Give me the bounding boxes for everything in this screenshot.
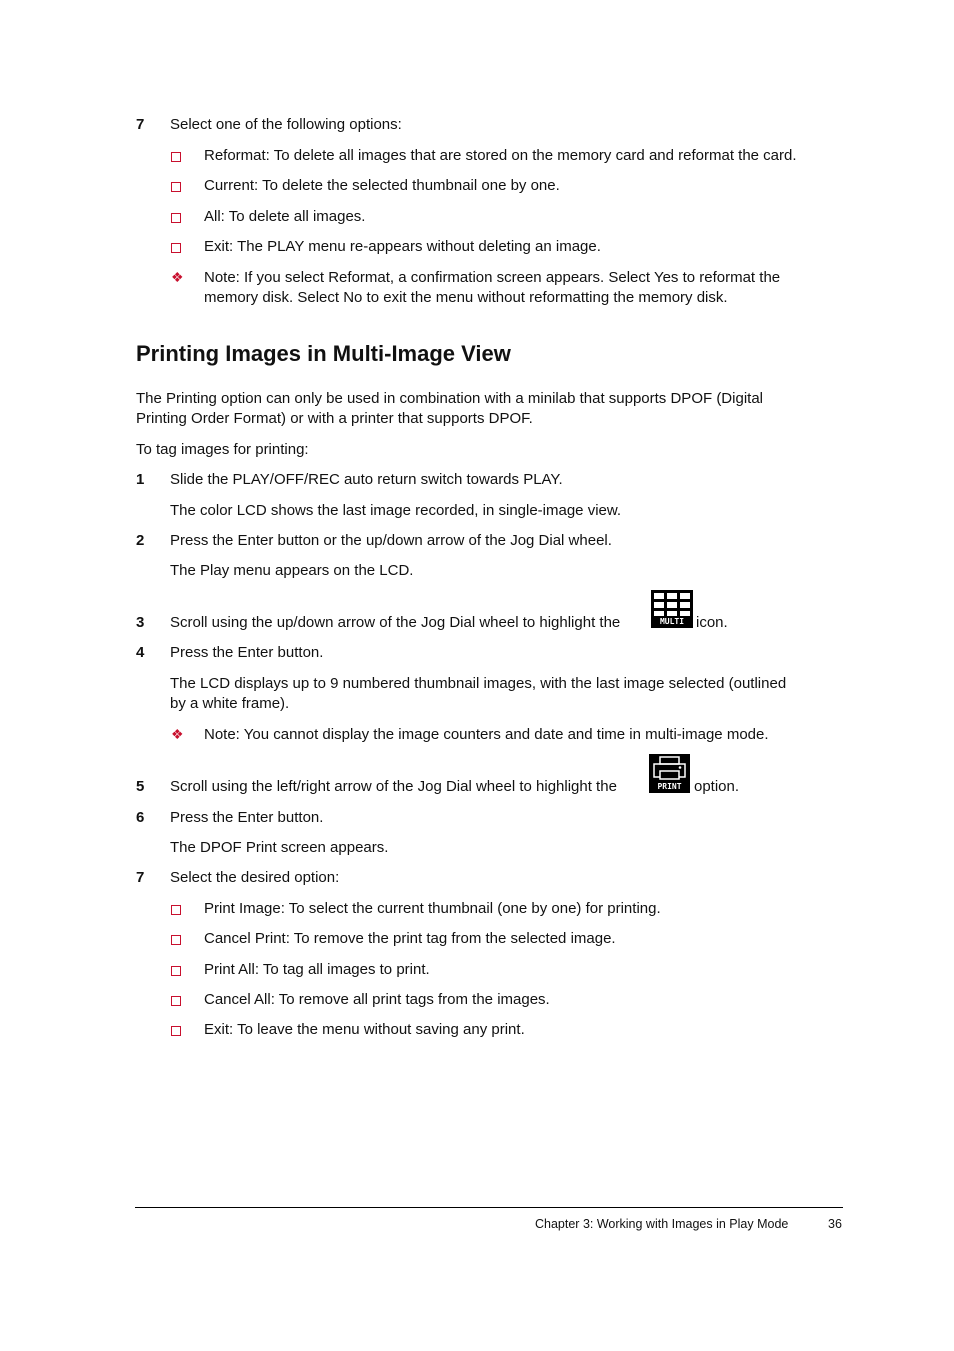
step-text: Slide the PLAY/OFF/REC auto return switch towards PLAY. [170,471,563,488]
printer-icon [649,754,690,793]
step-number: 7 [136,116,145,133]
bullet-item: Cancel Print: To remove the print tag from the selected image. [204,930,616,947]
bullet-item: Reformat: To delete all images that are stored on the memory card and reformat the card. [204,147,797,164]
note-line: memory disk. Select No to exit the menu without reformatting the memory disk. [204,289,728,306]
step-text: Press the Enter button. [170,644,324,661]
footer-divider [135,1207,843,1208]
square-bullet-icon [171,207,181,229]
step-subtext: The Play menu appears on the LCD. [170,562,414,579]
square-bullet-icon [171,899,181,921]
step-text-before: Scroll using the up/down arrow of the Jog Dial wheel to highlight the [170,614,621,631]
step-text: Press the Enter button. [170,809,324,826]
bullet-item: Current: To delete the selected thumbnail one by one. [204,177,560,194]
square-bullet-icon [171,1020,181,1042]
square-bullet-icon [171,237,181,259]
intro-paragraph-line: The Printing option can only be used in combination with a minilab that supports DPOF (Digital [136,390,763,407]
step-text-after: icon. [696,614,728,631]
step-text-after: option. [694,778,740,795]
step-subtext: by a white frame). [170,695,290,712]
square-bullet-icon [171,929,181,951]
multi-icon-label: MULTI [659,617,685,626]
note-diamond-icon: ❖ [171,269,184,285]
print-icon-label: PRINT [657,782,682,791]
bullet-item: Exit: The PLAY menu re-appears without deleting an image. [204,238,601,255]
square-bullet-icon [171,960,181,982]
step-number: 1 [136,471,145,488]
step-subtext: The DPOF Print screen appears. [170,839,389,856]
step-subtext: The LCD displays up to 9 numbered thumbnail images, with the last image selected (outlined [170,675,787,692]
square-bullet-icon [171,176,181,198]
bullet-item: Print All: To tag all images to print. [204,961,430,978]
note-diamond-icon: ❖ [171,726,184,742]
step-number: 5 [136,778,145,795]
step-number: 2 [136,532,145,549]
bullet-item: Print Image: To select the current thumbnail (one by one) for printing. [204,900,661,917]
bullet-item: Cancel All: To remove all print tags from the images. [204,991,550,1008]
to-tag-text: To tag images for printing: [136,441,309,458]
note-line: Note: If you select Reformat, a confirmation screen appears. Select Yes to reformat the [204,269,781,286]
step-number: 7 [136,869,145,886]
footer-page-number: 36 [828,1217,842,1231]
bullet-item: Exit: To leave the menu without saving any print. [204,1021,525,1038]
note-line: Note: You cannot display the image counters and date and time in multi-image mode. [204,726,769,743]
section-heading: Printing Images in Multi-Image View [136,341,511,366]
step-subtext: The color LCD shows the last image recorded, in single-image view. [170,502,622,519]
multi-view-icon [651,590,693,628]
step-text-before: Scroll using the left/right arrow of the Jog Dial wheel to highlight the [170,778,617,795]
step-number: 4 [136,644,145,661]
step-text: Select the desired option: [170,869,340,886]
step-number: 3 [136,614,145,631]
step-text: Press the Enter button or the up/down arrow of the Jog Dial wheel. [170,532,612,549]
footer-chapter: Chapter 3: Working with Images in Play Mode [535,1217,789,1231]
square-bullet-icon [171,990,181,1012]
step-number: 6 [136,809,145,826]
step-text: Select one of the following options: [170,116,402,133]
square-bullet-icon [171,146,181,168]
intro-paragraph-line: Printing Order Format) or with a printer that supports DPOF. [136,410,533,427]
bullet-item: All: To delete all images. [204,208,366,225]
